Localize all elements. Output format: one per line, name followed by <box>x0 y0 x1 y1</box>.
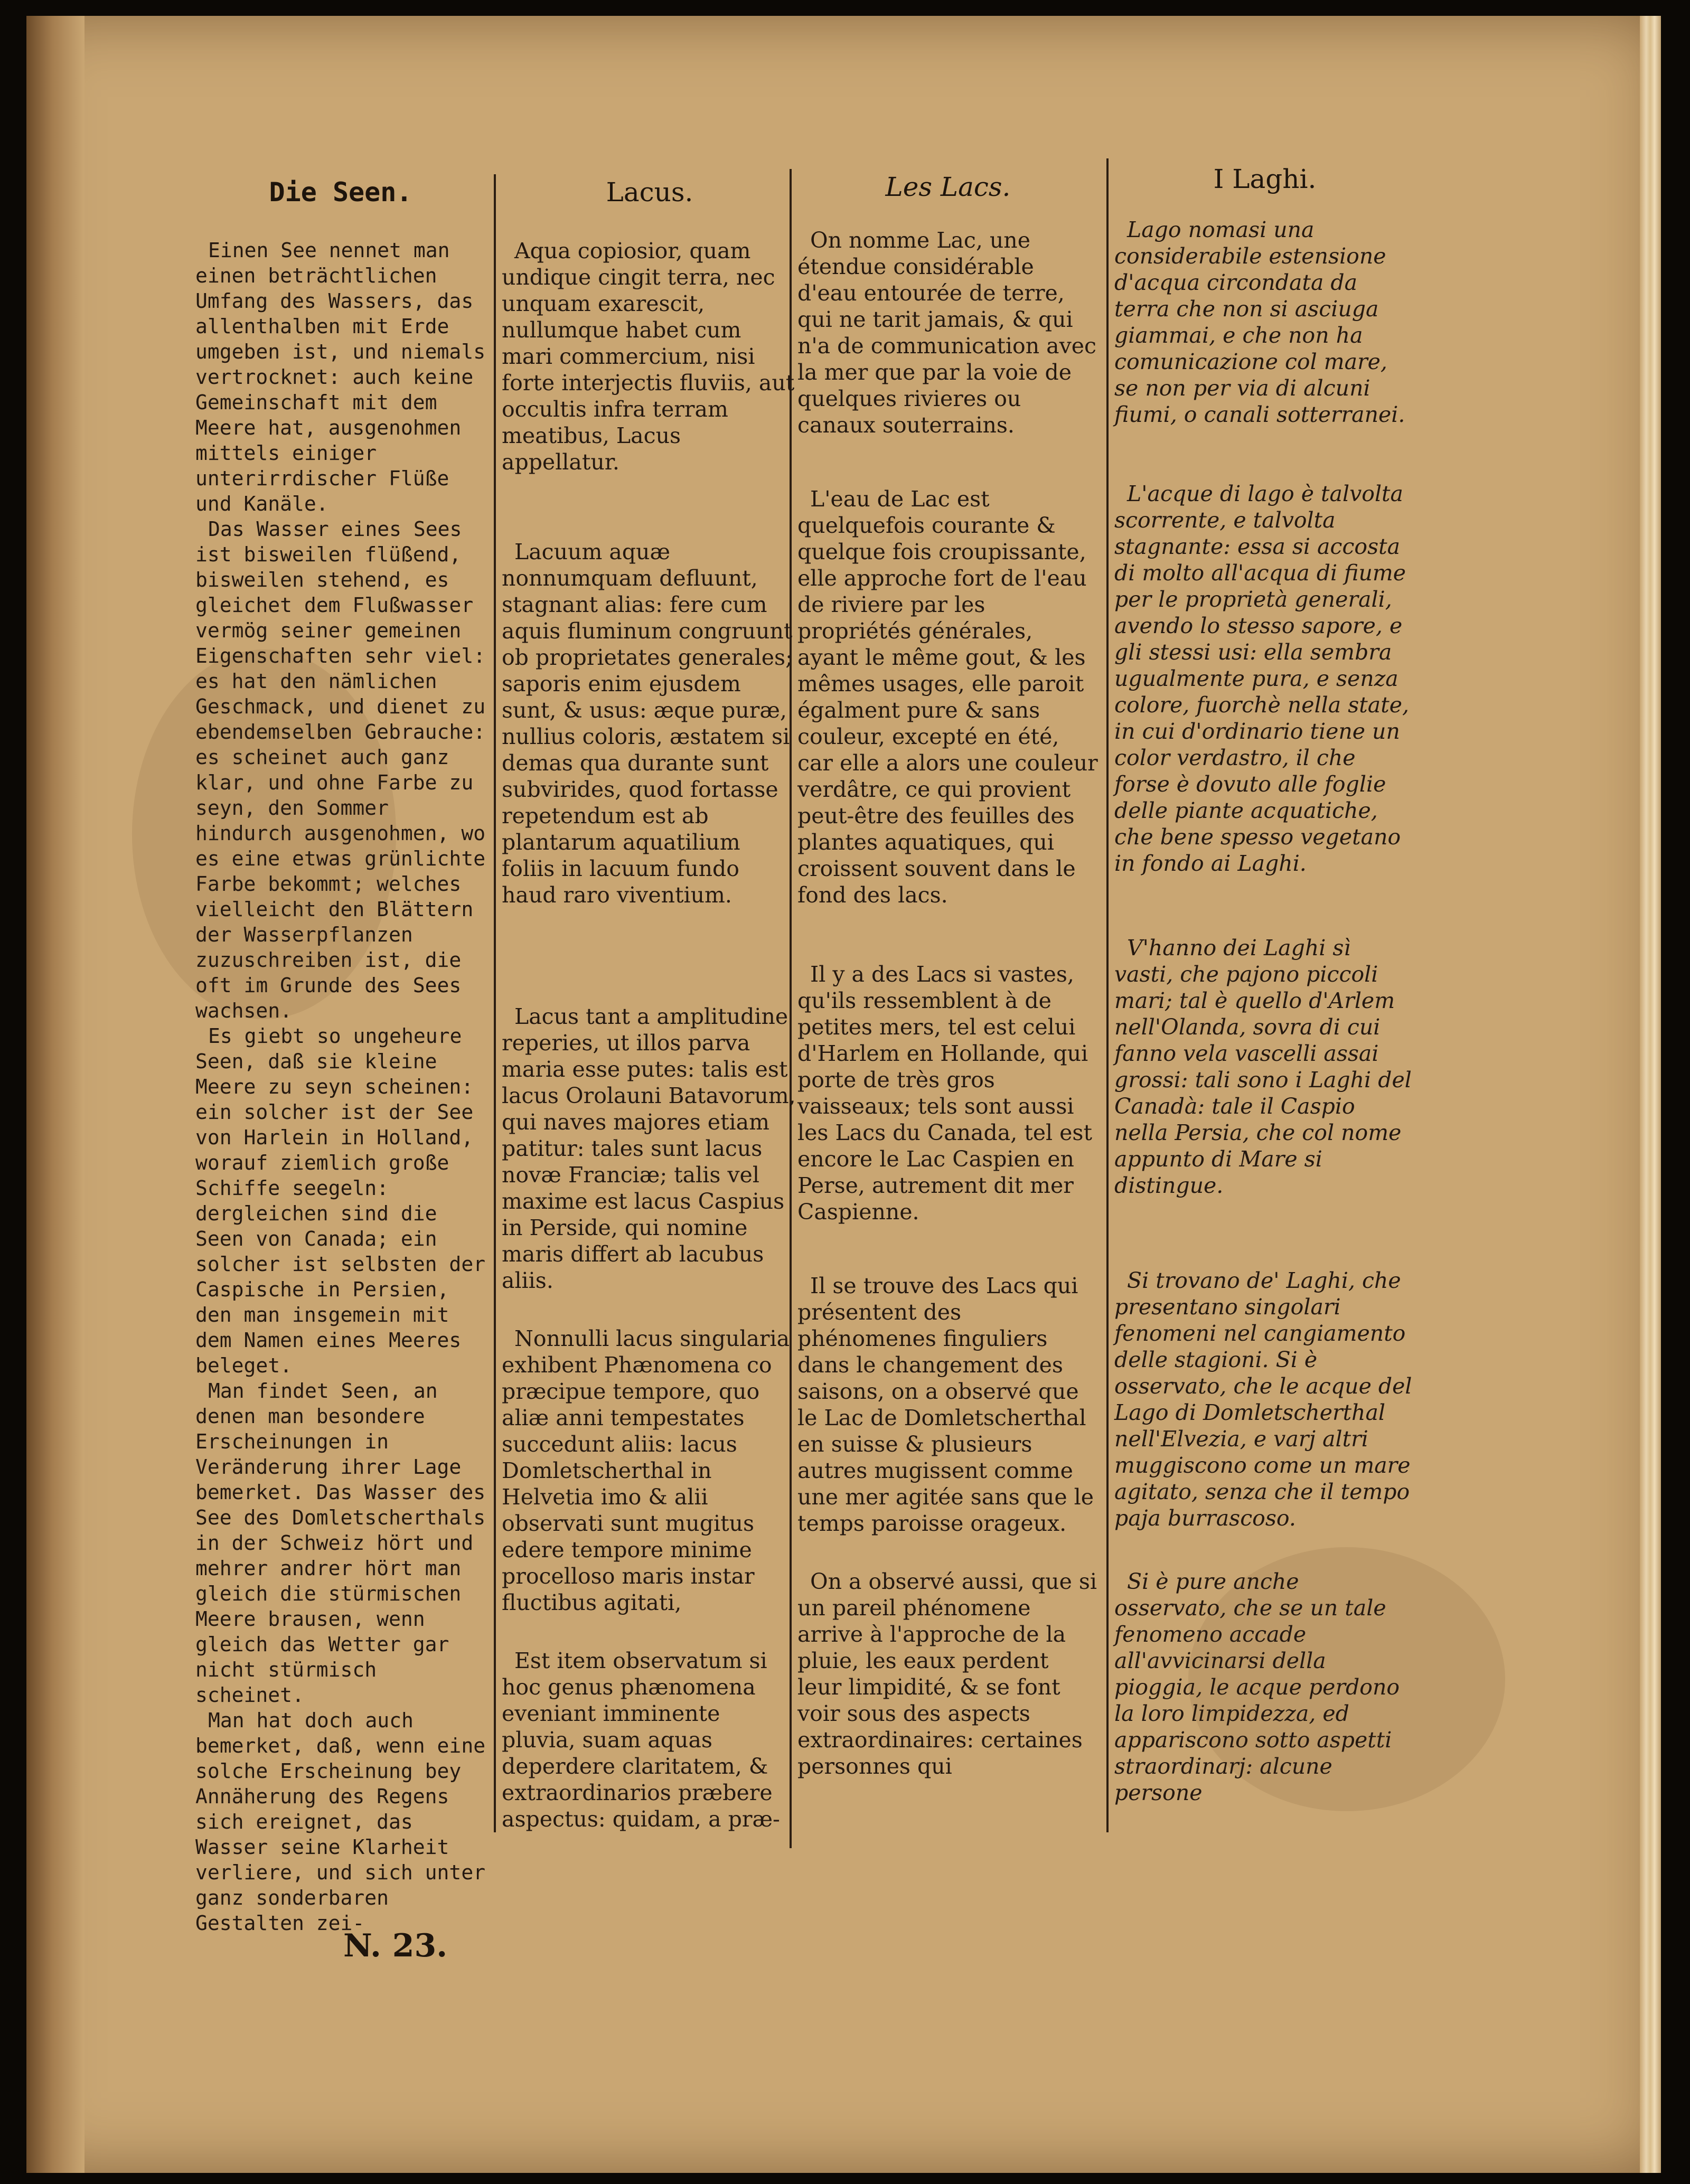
italian-paragraph: Si è pure anche osservato, che se un tale fenomeno accade all'avvicinarsi della pioggia, le acque perdono la loro limpidezza, ed appariscono sotto aspetti straordinarj: alcune persone <box>1114 1569 1400 1805</box>
french-paragraph: Il se trouve des Lacs qui présentent des phénomenes finguliers dans le changement des saisons, on a observé que le Lac de Domletscherthal en suisse & plusieurs autres mugissent comme une mer agitée sans que le temps paroisse orageux. <box>797 1273 1094 1536</box>
french-paragraph: Il y a des Lacs si vastes, qu'ils ressemblent à de petites mers, tel est celui d'Harlem en Hollande, qui porte de très gros vaisseaux; tels sont aussi les Lacs du Canada, tel est encore le Lac Caspien en Perse, autrement dit mer Caspienne. <box>797 962 1092 1225</box>
german-paragraph: Man hat doch auch bemerket, daß, wenn eine solche Erscheinung bey Annäherung des Regens sich ereignet, das Wasser seine Klarheit verliere, und sich unter ganz sonderbaren Gestalten zei- <box>195 1709 486 1935</box>
german-paragraph: Das Wasser eines Sees ist bisweilen flüßend, bisweilen stehend, es gleichet dem Flußwasser vermög seiner gemeinen Eigenschaften sehr viel: es hat den nämlichen Geschmack, und dienet zu ebendemselben Gebrauche: es scheinet auch ganz klar, und ohne Farbe zu seyn, den Sommer hindurch ausgenohmen, wo es eine etwas grünlichte Farbe bekommt; welches vielleicht den Blättern der Wasserpflanzen zuzuschreiben ist, die oft im Grunde des Sees wachsen. <box>195 517 486 1022</box>
page-edges <box>1640 16 1661 2173</box>
header-german: Die Seen. <box>269 177 412 208</box>
header-french: Les Lacs. <box>885 172 1011 202</box>
header-latin: Lacus. <box>606 177 693 208</box>
latin-paragraph: Aqua copiosior, quam undique cingit terra, nec unquam exarescit, nullumque habet cum mari commercium, nisi forte interjectis fluviis, aut occultis infra terram meatibus, Lacus appellatur. <box>502 238 795 475</box>
latin-paragraph: Nonnulli lacus singularia exhibent Phænomena co præcipue tempore, quo aliæ anni tempestates succedunt aliis: lacus Domletscherthal in Helvetia imo & alii observati sunt mugitus edere tempore minime procelloso maris instar fluctibus agitati, <box>502 1326 790 1615</box>
header-italian: I Laghi. <box>1213 164 1317 194</box>
latin-paragraph: Lacuum aquæ nonnumquam defluunt, stagnant alias: fere cum aquis fluminum congruunt ob proprietates generales; saporis enim ejusdem sunt, & usus: æque puræ, nullius coloris, æstatem si demas qua durante sunt subvirides, quod fortasse repetendum est ab plantarum aquatilium foliis in lacuum fundo haud raro viventium. <box>502 539 793 908</box>
column-french <box>797 227 1098 1816</box>
signature-mark: N. 23. <box>343 1927 448 1964</box>
italian-paragraph: Lago nomasi una considerabile estensione d'acqua circondata da terra che non si asciuga giammai, e che non ha comunicazione col mare, se non per via di alcuni fiumi, o canali sotterranei. <box>1114 217 1405 427</box>
latin-paragraph: Lacus tant a amplitudine reperies, ut illos parva maria esse putes: talis est lacus Orolauni Batavorum, qui naves majores etiam patitur: tales sunt lacus novæ Franciæ; talis vel maxime est lacus Caspius in Perside, qui nomine maris differt ab lacubus aliis. <box>502 1004 796 1293</box>
french-paragraph: On nomme Lac, une étendue considérable d'eau entourée de terre, qui ne tarit jamais, & qui n'a de communication avec la mer que par la voie de quelques rivieres ou canaux souterrains. <box>797 228 1096 438</box>
column-rule <box>1106 158 1109 1832</box>
french-paragraph: On a observé aussi, que si un pareil phénomene arrive à l'approche de la pluie, les eaux perdent leur limpidité, & se font voir sous des aspects extraordinaires: certaines personnes qui <box>797 1569 1097 1779</box>
latin-paragraph: Est item observatum si hoc genus phænomena eveniant imminente pluvia, suam aquas deperdere claritatem, & extraordinarios præbere aspectus: quidam, a præ- <box>502 1648 780 1832</box>
column-rule <box>494 174 496 1832</box>
column-german <box>195 238 486 1936</box>
german-paragraph: Einen See nennet man einen beträchtlichen Umfang des Wassers, das allenthalben mit Erde umgeben ist, und niemals vertrocknet: auch keine Gemeinschaft mit dem Meere hat, ausgenohmen mittels einiger unterirrdischer Flüße und Kanäle. <box>195 239 486 515</box>
german-paragraph: Es giebt so ungeheure Seen, daß sie kleine Meere zu seyn scheinen: ein solcher ist der See von Harlein in Holland, worauf ziemlich große Schiffe seegeln: dergleichen sind die Seen von Canada; ein solcher ist selbsten der Caspische in Persien, den man insgemein mit dem Namen eines Meeres beleget. <box>195 1024 486 1377</box>
column-latin <box>502 238 797 1869</box>
book-spine <box>26 16 84 2173</box>
german-paragraph: Man findet Seen, an denen man besondere Erscheinungen in Veränderung ihrer Lage bemerket. Das Wasser des See des Domletscherthals in der Schweiz hört und mehrer andrer hört man gleich die stürmischen Meere brausen, wenn gleich das Wetter gar nicht stürmisch scheinet. <box>195 1379 486 1707</box>
italian-paragraph: V'hanno dei Laghi sì vasti, che pajono piccoli mari; tal è quello d'Arlem nell'Olanda, sovra di cui fanno vela vascelli assai grossi: tali sono i Laghi del Canadà: tale il Caspio nella Persia, che col nome appunto di Mare si distingue. <box>1114 935 1412 1198</box>
book-page <box>26 16 1661 2173</box>
french-paragraph: L'eau de Lac est quelquefois courante & quelque fois croupissante, elle approche fort de l'eau de riviere par les propriétés générales, ayant le même gout, & les mêmes usages, elle paroit égalment pure & sans couleur, excepté en été, car elle a alors une couleur verdâtre, ce qui provient peut-être des feuilles des plantes aquatiques, qui croissent souvent dans le fond des lacs. <box>797 486 1098 908</box>
italian-paragraph: L'acque di lago è talvolta scorrente, e talvolta stagnante: essa si accosta di molto all'acqua di fiume per le proprietà generali, avendo lo stesso sapore, e gli stessi usi: ella sembra ugualmente pura, e senza colore, fuorchè nella state, in cui d'ordinario tiene un color verdastro, il che forse è dovuto alle foglie delle piante acquatiche, che bene spesso vegetano in fondo ai Laghi. <box>1114 481 1410 876</box>
italian-paragraph: Si trovano de' Laghi, che presentano singolari fenomeni nel cangiamento delle stagioni. Si è osservato, che le acque del Lago di Domletscherthal nell'Elvezia, e varj altri muggiscono come un mare agitato, senza che il tempo paja burrascoso. <box>1114 1268 1412 1531</box>
column-italian <box>1114 216 1415 1843</box>
